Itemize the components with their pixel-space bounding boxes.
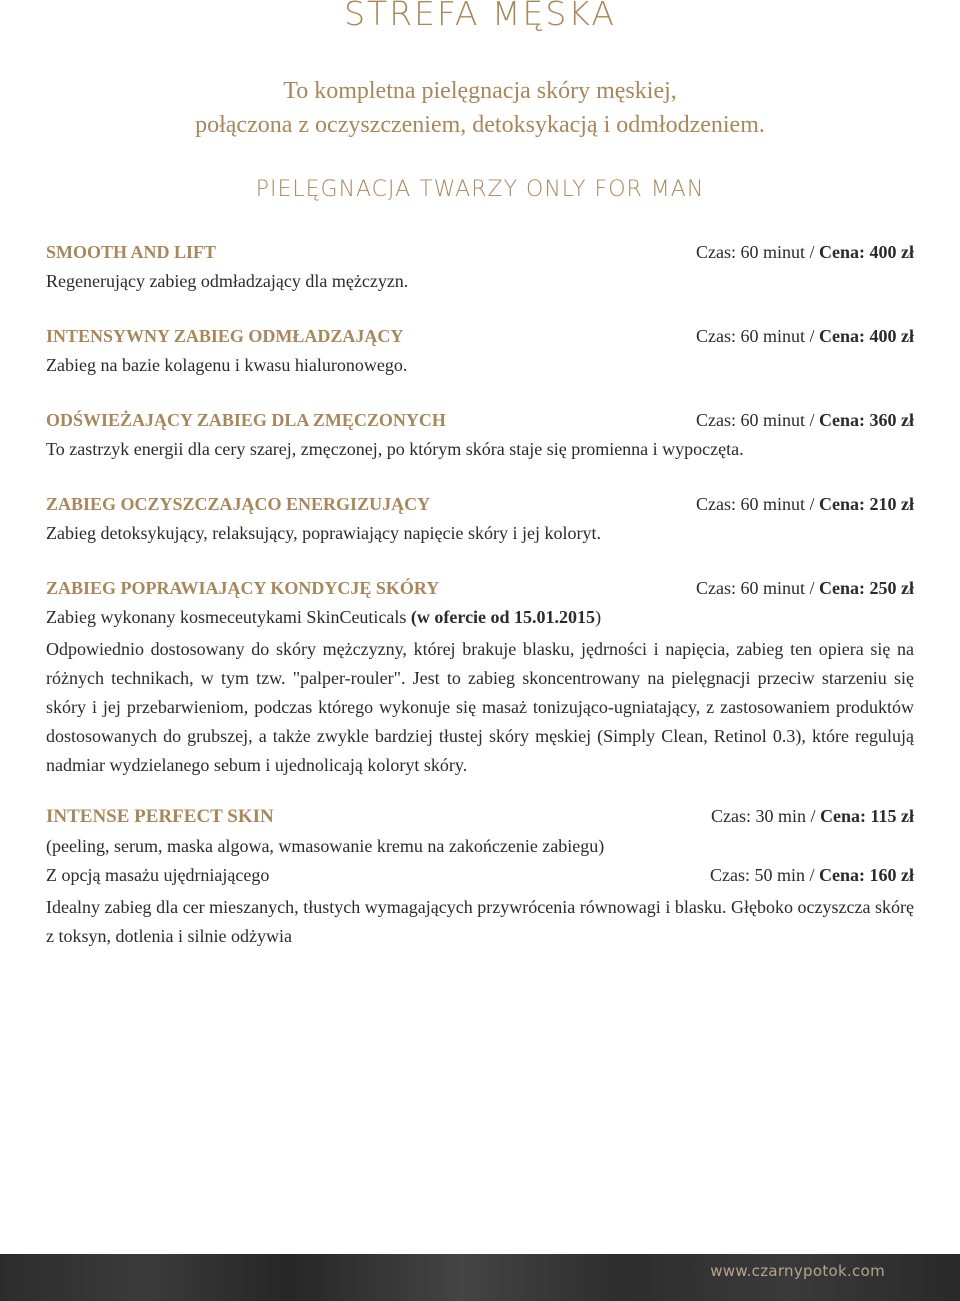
- treatment-long-description: Odpowiednio dostosowany do skóry mężczyzny, której brakuje blasku, jędrności i napięcia, zabieg ten opiera się na różnych technikach, w tym tzw. "palper-rouler". Jest to zabieg skoncentrowany na pielęgnacji przeciw starzeniu się skóry i jej przebarwieniom, podczas którego wykonuje się masaż tonizująco-ugniatający, z zastosowaniem produktów dostosowanych do grubszej, a także zwykle bardziej tłustej skóry męskiej (Simply Clean, Retinol 0.3), które regulują nadmiar wydzielanego sebum i ujednolicają koloryt skóry.: [46, 639, 914, 775]
- treatment-name: INTENSE PERFECT SKIN: [46, 806, 274, 827]
- section-title: PIELĘGNACJA TWARZY ONLY FOR MAN: [255, 177, 705, 202]
- treatment-option: [46, 865, 914, 886]
- treatment-description: Zabieg na bazie kolagenu i kwasu hialuronowego.: [46, 355, 408, 375]
- treatment-name: INTENSYWNY ZABIEG ODMŁADZAJĄCY: [46, 326, 404, 346]
- treatment-header: [46, 494, 914, 515]
- treatment-price: Czas: 30 min / Cena: 115 zł: [711, 806, 914, 826]
- website-link[interactable]: www.czarnypotok.com: [710, 1262, 885, 1280]
- treatment-description: Zabieg wykonany kosmeceutykami SkinCeuticals (w ofercie od 15.01.2015): [46, 607, 602, 627]
- treatment-header: [46, 578, 914, 599]
- treatment-header: [46, 806, 914, 828]
- treatment-name: SMOOTH AND LIFT: [46, 242, 217, 262]
- intro-line-1: To kompletna pielęgnacja skóry męskiej,: [283, 78, 677, 104]
- treatment-description: (peeling, serum, maska algowa, wmasowanie kremu na zakończenie zabiegu): [46, 836, 605, 856]
- treatment-header: [46, 410, 914, 431]
- treatment-name: ODŚWIEŻAJĄCY ZABIEG DLA ZMĘCZONYCH: [46, 410, 446, 430]
- offer-date: (w ofercie od 15.01.2015: [410, 607, 596, 627]
- treatment-long-description: Idealny zabieg dla cer mieszanych, tłustych wymagających przywrócenia równowagi i blasku. Głęboko oczyszcza skórę z toksyn, dotlenia i silnie odżywia: [46, 897, 914, 946]
- treatment-price: Czas: 60 minut / Cena: 210 zł: [696, 494, 914, 514]
- treatment-name: ZABIEG OCZYSZCZAJĄCO ENERGIZUJĄCY: [46, 494, 431, 514]
- treatment-price: Czas: 60 minut / Cena: 400 zł: [696, 242, 914, 262]
- page-title: STREFA MĘSKA: [344, 0, 616, 33]
- treatment-price: Czas: 60 minut / Cena: 250 zł: [696, 578, 914, 598]
- option-price: Czas: 50 min / Cena: 160 zł: [710, 865, 914, 885]
- intro-line-2: połączona z oczyszczeniem, detoksykacją i odmłodzeniem.: [195, 112, 765, 138]
- treatment-description: To zastrzyk energii dla cery szarej, zmęczonej, po którym skóra staje się promienna i wypoczęta.: [46, 439, 744, 459]
- treatment-price: Czas: 60 minut / Cena: 360 zł: [696, 410, 914, 430]
- treatment-header: [46, 242, 914, 263]
- intro-text: [0, 74, 960, 142]
- treatment-price: Czas: 60 minut / Cena: 400 zł: [696, 326, 914, 346]
- treatment-description: Zabieg detoksykujący, relaksujący, poprawiający napięcie skóry i jej koloryt.: [46, 523, 601, 543]
- footer-bar: [0, 1254, 960, 1301]
- treatment-header: [46, 326, 914, 347]
- treatment-description: Regenerujący zabieg odmładzający dla mężczyzn.: [46, 271, 409, 291]
- treatment-name: ZABIEG POPRAWIAJĄCY KONDYCJĘ SKÓRY: [46, 578, 440, 598]
- option-name: Z opcją masażu ujędrniającego: [46, 865, 270, 885]
